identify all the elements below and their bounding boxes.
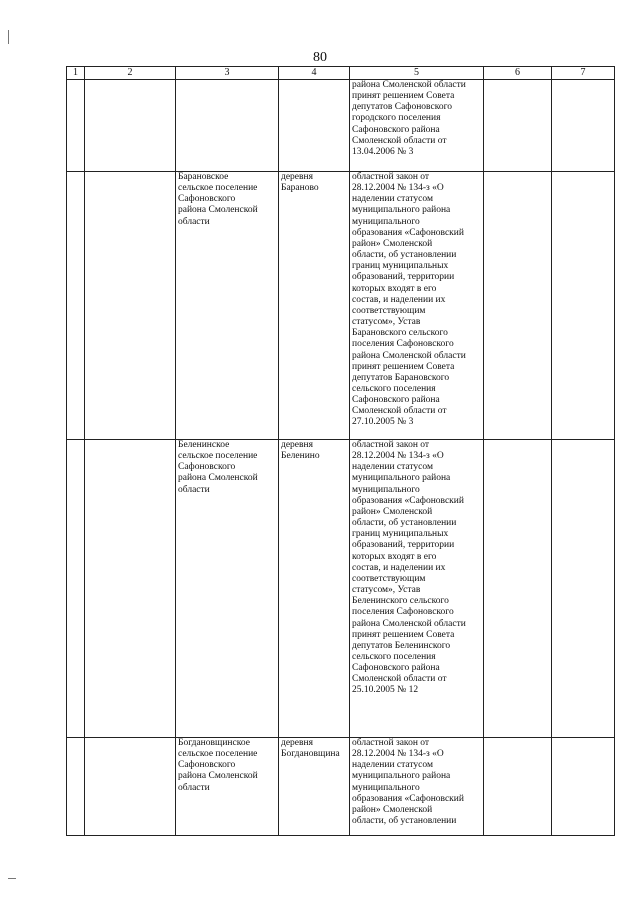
cell-col-5: [350, 440, 484, 738]
cell-text-line: поселения Сафоновского: [352, 339, 454, 350]
cell-text-line: соответствующим: [352, 305, 426, 316]
cell-col-7: [552, 440, 615, 738]
column-number-3: 3: [176, 67, 279, 80]
cell-text-line: района Смоленской области: [352, 350, 466, 361]
cell-text-line: депутатов Барановского: [352, 372, 450, 383]
cell-col-2: [85, 738, 176, 836]
table-row: [67, 80, 615, 172]
cell-text-line: район» Смоленской: [352, 238, 433, 249]
cell-text-line: деревня: [281, 440, 313, 450]
cell-col-5: [350, 738, 484, 836]
cell-col-6: [484, 172, 552, 440]
cell-col-1: [67, 738, 85, 836]
cell-text-line: Сафоновского: [178, 760, 236, 771]
column-number-7: 7: [552, 67, 615, 80]
page-number: 80: [313, 50, 327, 65]
cell-text-line: района Смоленской области: [352, 80, 466, 90]
cell-text-line: 28.12.2004 № 134-з «О: [352, 749, 444, 760]
cell-text-line: Богдановщинское: [178, 738, 250, 748]
cell-text-line: образования «Сафоновский: [352, 495, 464, 506]
cell-text-line: район» Смоленской: [352, 804, 433, 815]
column-number-4: 4: [279, 67, 350, 80]
cell-text-line: статусом», Устав: [352, 317, 421, 328]
cell-col-6: [484, 80, 552, 172]
cell-text-line: Сафоновского района: [352, 124, 440, 135]
cell-text-line: района Смоленской области: [352, 618, 466, 629]
cell-col-4: [279, 80, 350, 172]
cell-text-line: области: [178, 484, 210, 495]
cell-col-1: [67, 440, 85, 738]
cell-text-line: депутатов Сафоновского: [352, 102, 452, 113]
cell-text-line: сельское поселение: [178, 183, 258, 194]
cell-text-line: деревня: [281, 738, 313, 748]
cell-text-line: Сафоновского района: [352, 663, 440, 674]
cell-text-line: образования «Сафоновский: [352, 227, 464, 238]
cell-text-line: областной закон от: [352, 172, 430, 182]
cell-text-line: Сафоновского района: [352, 395, 440, 406]
cell-text-line: муниципального: [352, 782, 420, 793]
cell-col-3: [176, 172, 279, 440]
column-number-2: 2: [85, 67, 176, 80]
cell-col-7: [552, 172, 615, 440]
cell-text-line: наделении статусом: [352, 462, 433, 473]
cell-text-line: области: [178, 782, 210, 793]
cell-text-line: статусом», Устав: [352, 585, 421, 596]
cell-text-line: муниципального района: [352, 473, 451, 484]
cell-text-line: сельского поселения: [352, 383, 436, 394]
cell-text-line: Смоленской области от: [352, 674, 447, 685]
cell-text-line: Смоленской области от: [352, 406, 447, 417]
cell-col-2: [85, 172, 176, 440]
cell-text-line: Барановское: [178, 172, 229, 182]
cell-text-line: соответствующим: [352, 573, 426, 584]
cell-text-line: Богдановщина: [281, 749, 340, 760]
cell-text-line: сельского поселения: [352, 651, 436, 662]
scan-edge-mark: [8, 30, 9, 44]
cell-text-line: Бараново: [281, 183, 319, 194]
cell-text-line: района Смоленской: [178, 771, 258, 782]
cell-text-line: района Смоленской: [178, 473, 258, 484]
cell-text-line: принят решением Совета: [352, 91, 455, 102]
cell-text-line: состав, и наделении их: [352, 294, 446, 305]
cell-text-line: городского поселения: [352, 113, 441, 124]
cell-text-line: образования «Сафоновский: [352, 793, 464, 804]
table-row: [67, 738, 615, 836]
cell-text-line: сельское поселение: [178, 749, 258, 760]
settlements-table: [66, 66, 615, 836]
cell-text-line: 28.12.2004 № 134-з «О: [352, 451, 444, 462]
cell-text-line: Барановского сельского: [352, 328, 448, 339]
cell-text-line: 27.10.2005 № 3: [352, 417, 414, 428]
cell-text-line: Беленинского сельского: [352, 596, 449, 607]
cell-col-4: [279, 738, 350, 836]
cell-text-line: областной закон от: [352, 738, 430, 748]
cell-text-line: наделении статусом: [352, 760, 433, 771]
cell-text-line: 25.10.2005 № 12: [352, 685, 419, 696]
cell-col-6: [484, 738, 552, 836]
cell-col-7: [552, 80, 615, 172]
cell-text-line: состав, и наделении их: [352, 562, 446, 573]
cell-text-line: депутатов Беленинского: [352, 640, 451, 651]
cell-col-4: [279, 172, 350, 440]
cell-col-1: [67, 172, 85, 440]
cell-text-line: которых входят в его: [352, 551, 437, 562]
cell-col-3: [176, 440, 279, 738]
cell-text-line: области, об установлении: [352, 816, 457, 827]
cell-text-line: Сафоновского: [178, 194, 236, 205]
table-row: [67, 172, 615, 440]
cell-text-line: деревня: [281, 172, 313, 182]
cell-text-line: границ муниципальных: [352, 261, 449, 272]
cell-text-line: 28.12.2004 № 134-з «О: [352, 183, 444, 194]
cell-text-line: наделении статусом: [352, 194, 433, 205]
column-number-5: 5: [350, 67, 484, 80]
cell-text-line: границ муниципальных: [352, 529, 449, 540]
cell-col-5: [350, 172, 484, 440]
cell-text-line: принят решением Совета: [352, 629, 455, 640]
cell-text-line: муниципального района: [352, 205, 451, 216]
cell-text-line: областной закон от: [352, 440, 430, 450]
table-body: [67, 80, 615, 836]
column-number-6: 6: [484, 67, 552, 80]
cell-text-line: области, об установлении: [352, 250, 457, 261]
cell-col-6: [484, 440, 552, 738]
cell-col-3: [176, 80, 279, 172]
cell-text-line: Беленинское: [178, 440, 230, 450]
cell-text-line: сельское поселение: [178, 451, 258, 462]
cell-col-5: [350, 80, 484, 172]
cell-col-4: [279, 440, 350, 738]
cell-text-line: образований, территории: [352, 272, 455, 283]
cell-text-line: район» Смоленской: [352, 506, 433, 517]
cell-text-line: муниципального: [352, 484, 420, 495]
cell-text-line: 13.04.2006 № 3: [352, 146, 414, 157]
cell-text-line: муниципального района: [352, 771, 451, 782]
cell-text-line: Смоленской области от: [352, 135, 447, 146]
cell-text-line: которых входят в его: [352, 283, 437, 294]
cell-col-1: [67, 80, 85, 172]
scan-edge-mark: [8, 878, 16, 879]
cell-text-line: Беленино: [281, 451, 320, 462]
column-number-1: 1: [67, 67, 85, 80]
cell-text-line: области: [178, 216, 210, 227]
cell-text-line: Сафоновского: [178, 462, 236, 473]
cell-text-line: принят решением Совета: [352, 361, 455, 372]
cell-text-line: области, об установлении: [352, 518, 457, 529]
cell-col-2: [85, 80, 176, 172]
cell-col-7: [552, 738, 615, 836]
cell-text-line: образований, территории: [352, 540, 455, 551]
cell-text-line: муниципального: [352, 216, 420, 227]
cell-text-line: района Смоленской: [178, 205, 258, 216]
table-row: [67, 440, 615, 738]
cell-col-3: [176, 738, 279, 836]
cell-col-2: [85, 440, 176, 738]
cell-text-line: поселения Сафоновского: [352, 607, 454, 618]
column-number-row: [67, 67, 615, 80]
